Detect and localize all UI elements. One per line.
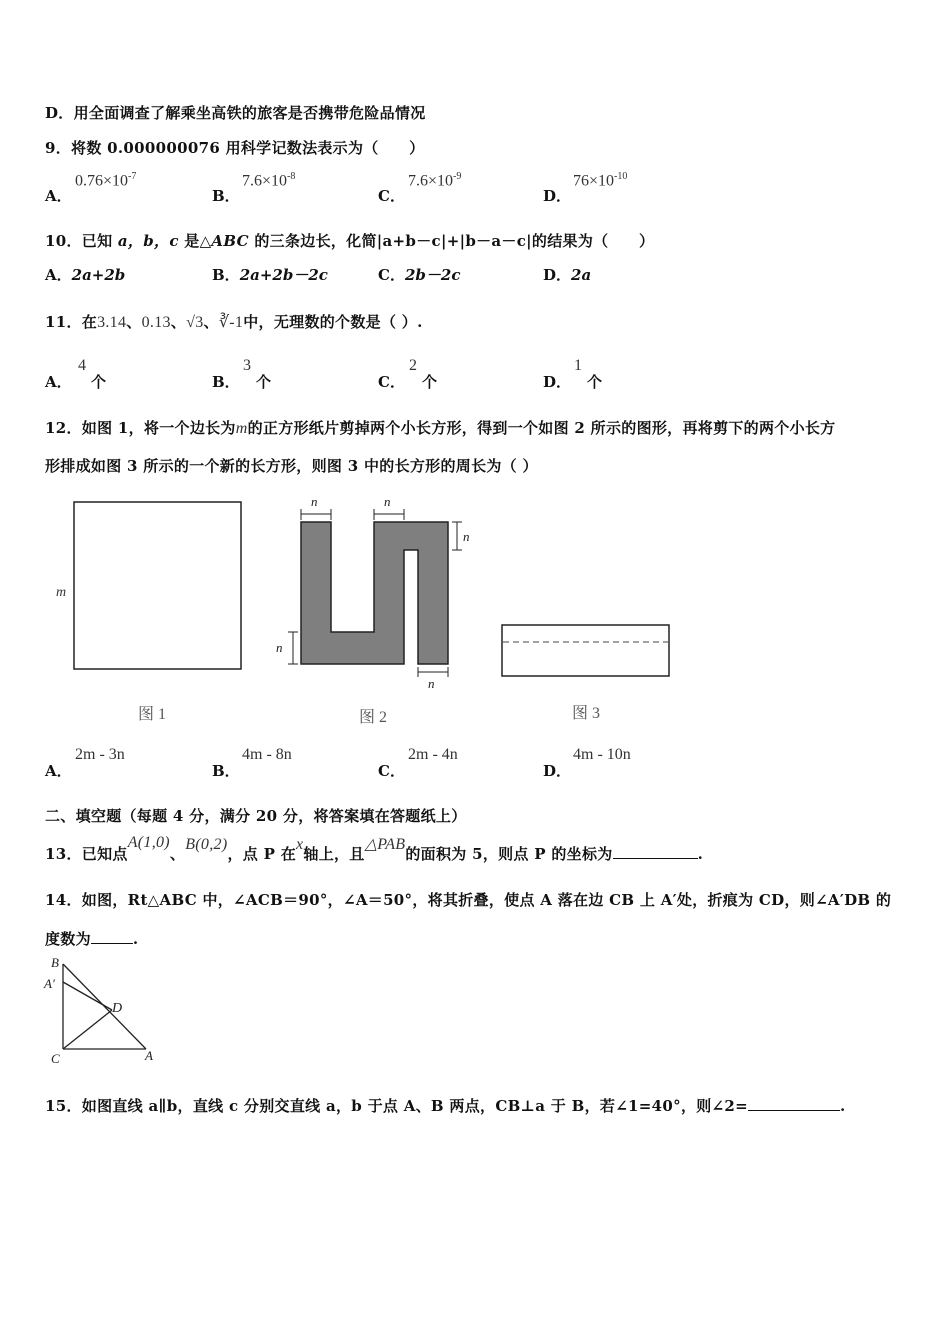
q14-stem-line2: 度数为 . [45, 930, 139, 948]
q13-answer-blank[interactable] [613, 858, 698, 859]
q12-stem-line2: 形排成如图 3 所示的一个新的长方形，则图 3 中的长方形的周长为（ ） [45, 457, 538, 475]
q13-stem: 13．已知点A(1,0)、B(0,2)，点 P 在x轴上，且△PAB的面积为 5，则点 P 的坐标为 . [45, 834, 704, 863]
figure-2-label-n-bottom: n [428, 676, 435, 691]
figure-1-caption: 图 1 [138, 706, 167, 723]
q11-stem: 11．在3.14、0.13、√3、∛-1中，无理数的个数是（ ）. [45, 313, 423, 331]
figure-1-label-m: m [56, 585, 67, 600]
figure-2-label-n-top-mid: n [384, 494, 391, 509]
q9-stem: 9．将数 0.000000076 用科学记数法表示为（ ） [45, 139, 425, 157]
q8-option-d: D．用全面调查了解乘坐高铁的旅客是否携带危险品情况 [45, 104, 426, 122]
q14-label-d: D [112, 1001, 123, 1016]
q14-figure [40, 952, 170, 1067]
q15-stem: 15．如图直线 a∥b，直线 c 分别交直线 a，b 于点 A、B 两点，CB⊥a 于 B，若∠1=40°，则∠2= . [45, 1097, 846, 1115]
q14-label-a-prime: A′ [44, 976, 55, 991]
q10-option-d: D．2a [543, 266, 592, 284]
q10-option-a: A．2a+2b [45, 266, 126, 284]
q10-option-c: C．2b－2c [378, 266, 461, 284]
q12-figure-3 [495, 615, 680, 685]
q12-figure-2 [270, 492, 480, 692]
q14-label-a: A [145, 1048, 153, 1063]
figure-2-caption: 图 2 [359, 709, 388, 726]
figure-2-label-n-left: n [276, 640, 283, 655]
section-2-title: 二、填空题（每题 4 分，满分 20 分，将答案填在答题纸上） [45, 807, 467, 825]
q12-figure-1 [50, 495, 250, 675]
q14-answer-blank[interactable] [91, 943, 133, 944]
q10-stem: 10．已知 a，b，c 是△ABC 的三条边长，化简|a+b－c|+|b－a－c|的结果为（ ） [45, 232, 655, 250]
q12-stem-line1: 12．如图 1，将一个边长为m的正方形纸片剪掉两个小长方形，得到一个如图 2 所示的图形，再将剪下的两个小长方 [45, 419, 836, 437]
q14-label-b: B [51, 955, 59, 970]
q14-stem-line1: 14．如图，Rt△ABC 中，∠ACB＝90°，∠A＝50°，将其折叠，使点 A 落在边 CB 上 A′处，折痕为 CD，则∠A′DB 的 [45, 891, 892, 909]
q14-label-c: C [51, 1051, 60, 1066]
q10-option-b: B．2a+2b－2c [212, 266, 328, 284]
figure-2-label-n-right: n [463, 529, 470, 544]
figure-2-label-n-top-left: n [311, 494, 318, 509]
q15-answer-blank[interactable] [748, 1110, 840, 1111]
figure-3-caption: 图 3 [572, 705, 601, 722]
